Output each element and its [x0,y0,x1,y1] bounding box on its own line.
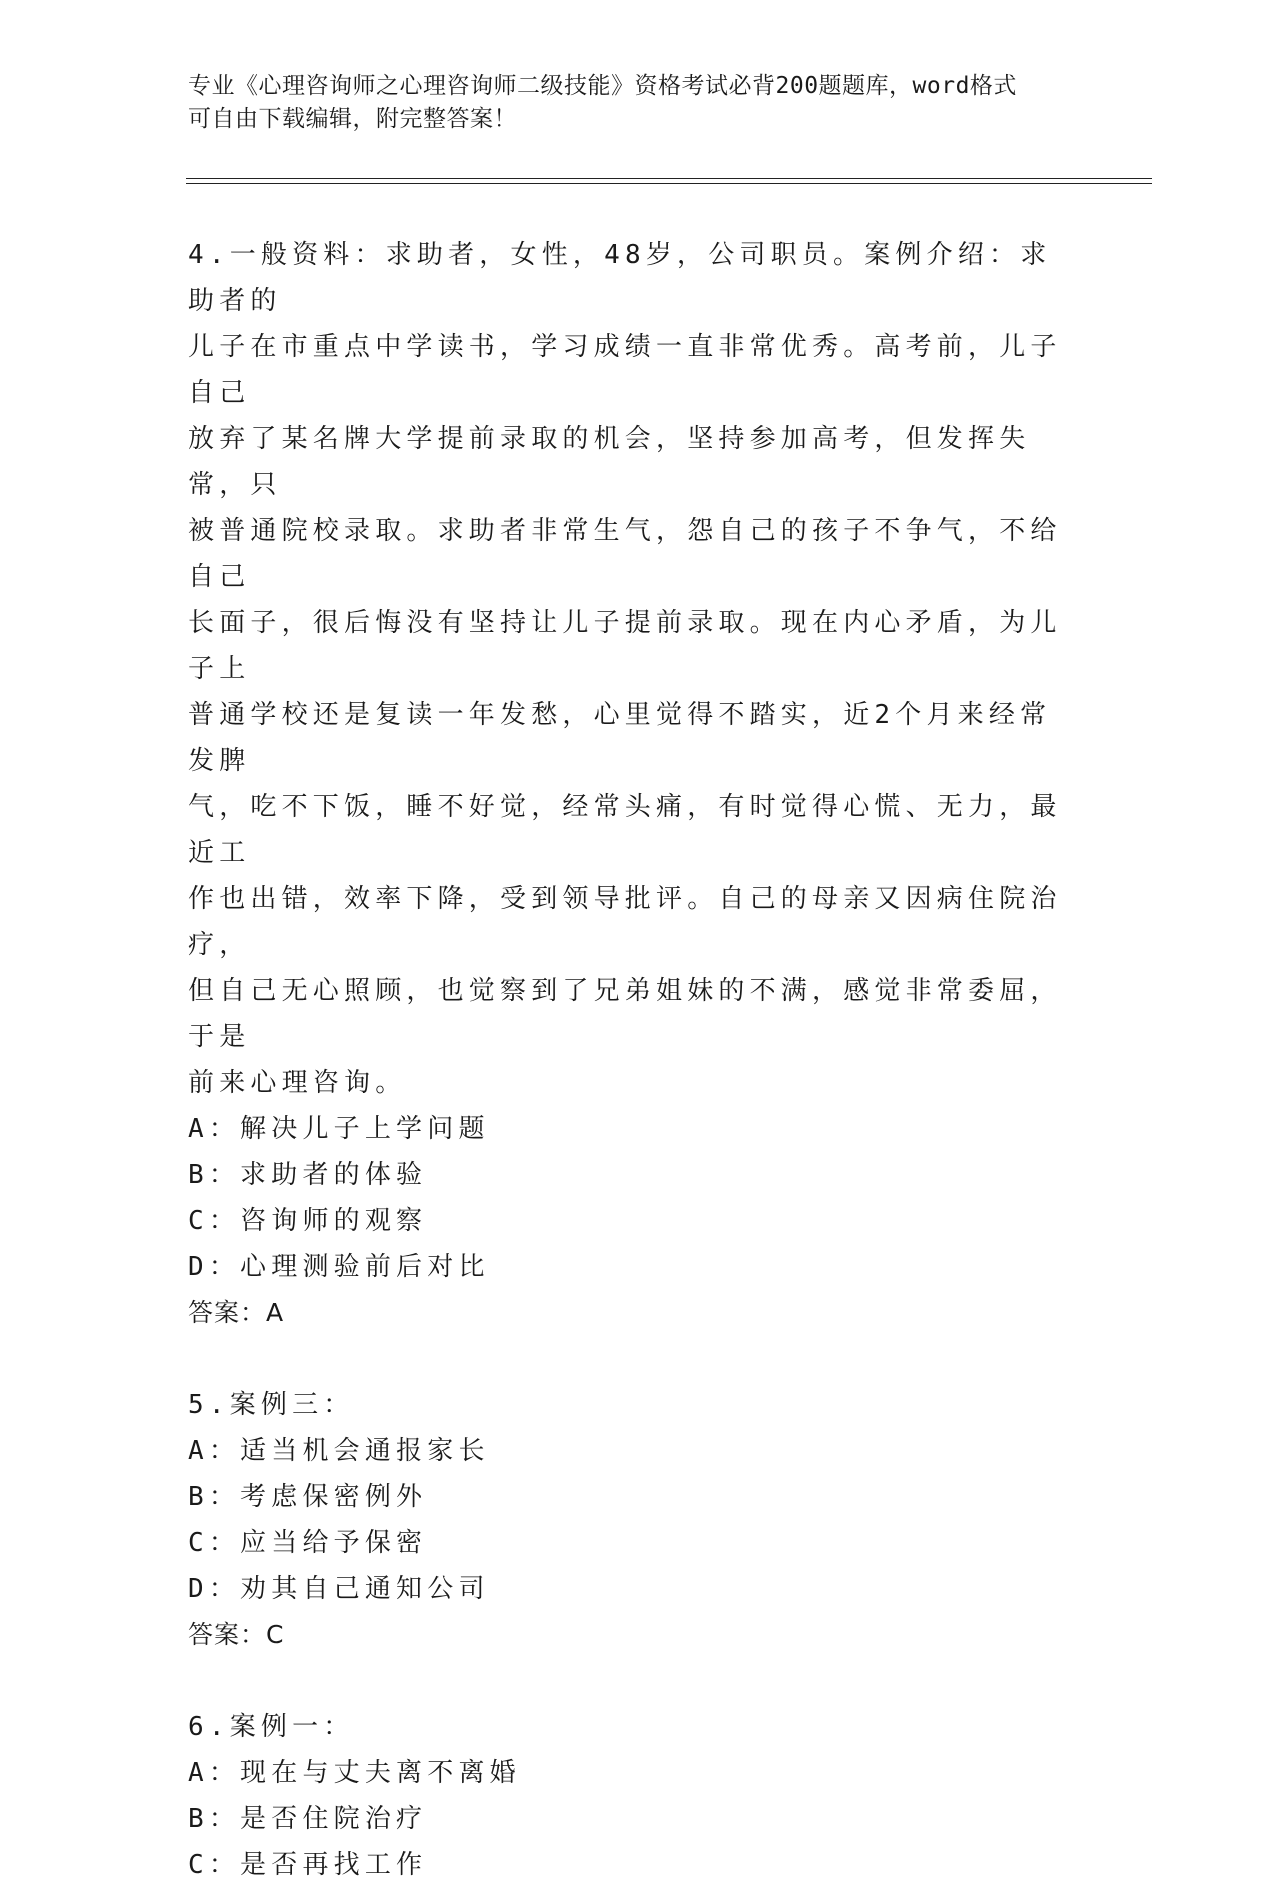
question-stem-line: 5.案例三： [188,1390,355,1420]
option-c: C：应当给予保密 [188,1528,428,1558]
answer-line: 答案：A [188,1298,285,1327]
option-c: C：咨询师的观察 [188,1206,428,1236]
option-b: B：是否住院治疗 [188,1804,428,1834]
question-spacer [188,1336,1068,1382]
question-5 [188,1382,1068,1658]
question-spacer [188,1658,1068,1704]
option-b: B：求助者的体验 [188,1160,428,1190]
question-stem-line: 但自己无心照顾，也觉察到了兄弟姐妹的不满，感觉非常委屈，于是 [188,976,1062,1052]
document-header [188,70,1068,136]
option-c: C：是否再找工作 [188,1850,428,1880]
question-stem-line: 放弃了某名牌大学提前录取的机会，坚持参加高考，但发挥失常，只 [188,424,1031,500]
option-a: A：现在与丈夫离不离婚 [188,1758,521,1788]
header-divider-bottom [186,183,1152,184]
question-stem-line: 被普通院校录取。求助者非常生气，怨自己的孩子不争气，不给自己 [188,516,1062,592]
question-stem-line: 4.一般资料：求助者，女性，48岁，公司职员。案例介绍：求助者的 [188,240,1052,316]
question-stem-line: 普通学校还是复读一年发愁，心里觉得不踏实，近2个月来经常发脾 [188,700,1052,776]
question-stem-line: 6.案例一： [188,1712,355,1742]
question-6 [188,1704,1068,1888]
header-line-1: 专业《心理咨询师之心理咨询师二级技能》资格考试必背200题题库，word格式 [188,73,1017,99]
header-divider-top [186,178,1152,179]
option-b: B：考虑保密例外 [188,1482,428,1512]
option-a: A：适当机会通报家长 [188,1436,490,1466]
question-4 [188,232,1068,1336]
option-d: D：心理测验前后对比 [188,1252,490,1282]
question-stem-line: 儿子在市重点中学读书，学习成绩一直非常优秀。高考前，儿子自己 [188,332,1062,408]
option-d: D：劝其自己通知公司 [188,1574,490,1604]
question-stem-line: 长面子，很后悔没有坚持让儿子提前录取。现在内心矛盾，为儿子上 [188,608,1062,684]
question-list [188,232,1068,1888]
question-stem-line: 前来心理咨询。 [188,1068,407,1098]
question-stem-line: 作也出错，效率下降，受到领导批评。自己的母亲又因病住院治疗， [188,884,1062,960]
header-line-2: 可自由下载编辑，附完整答案！ [188,106,517,132]
option-a: A：解决儿子上学问题 [188,1114,490,1144]
question-stem-line: 气，吃不下饭，睡不好觉，经常头痛，有时觉得心慌、无力，最近工 [188,792,1062,868]
answer-line: 答案：C [188,1620,285,1649]
